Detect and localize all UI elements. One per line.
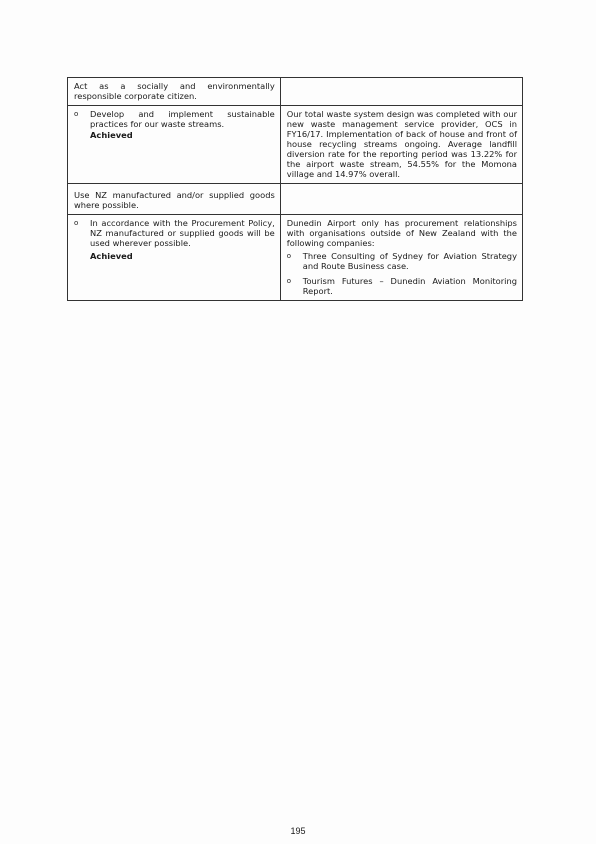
table-row — [68, 106, 523, 184]
objective-bullet — [74, 218, 275, 261]
bullet-marker: o — [74, 110, 79, 118]
result-cell — [280, 106, 522, 184]
table-row — [68, 78, 523, 106]
result-bullet — [287, 276, 517, 296]
status-achieved: Achieved — [90, 251, 133, 261]
objective-heading: Use NZ manufactured and/or supplied goods where possible. — [74, 190, 275, 210]
objectives-table — [67, 77, 523, 301]
bullet-marker: o — [74, 219, 79, 227]
table-row — [68, 184, 523, 215]
result-bullet-text: Three Consulting of Sydney for Aviation Strategy and Route Business case. — [302, 251, 517, 271]
result-cell — [280, 184, 522, 215]
result-text: Dunedin Airport only has procurement relationships with organisations outside of New Zealand with the following companies: — [286, 218, 517, 248]
result-bullet-text: Tourism Futures – Dunedin Aviation Monitoring Report. — [302, 276, 517, 296]
bullet-marker: o — [286, 277, 292, 285]
result-text: Our total waste system design was completed with our new waste management service provider, OCS in FY16/17. Implementation of back of house and front of house recycling streams ongoing. Average landfill diversion rate for the reporting period was 13.22% for the airport waste stream, 54.55% for the Momona village and 14.97% overall. — [286, 109, 517, 179]
objective-cell — [68, 78, 281, 106]
objective-heading: Act as a socially and environmentally responsible corporate citizen. — [74, 81, 275, 101]
objective-cell — [68, 215, 281, 301]
objective-bullet — [74, 109, 275, 140]
objective-bullet-text: In accordance with the Procurement Policy, NZ manufactured or supplied goods will be used wherever possible. — [90, 218, 275, 248]
status-achieved: Achieved — [90, 130, 133, 140]
table-row — [68, 215, 523, 301]
objective-bullet-text: Develop and implement sustainable practices for our waste streams. — [90, 109, 275, 129]
page-number: 195 — [290, 826, 306, 836]
objective-cell — [68, 106, 281, 184]
result-bullet — [287, 251, 517, 271]
bullet-marker: o — [286, 252, 292, 260]
objective-cell — [68, 184, 281, 215]
result-cell — [280, 215, 522, 301]
result-cell — [280, 78, 522, 106]
